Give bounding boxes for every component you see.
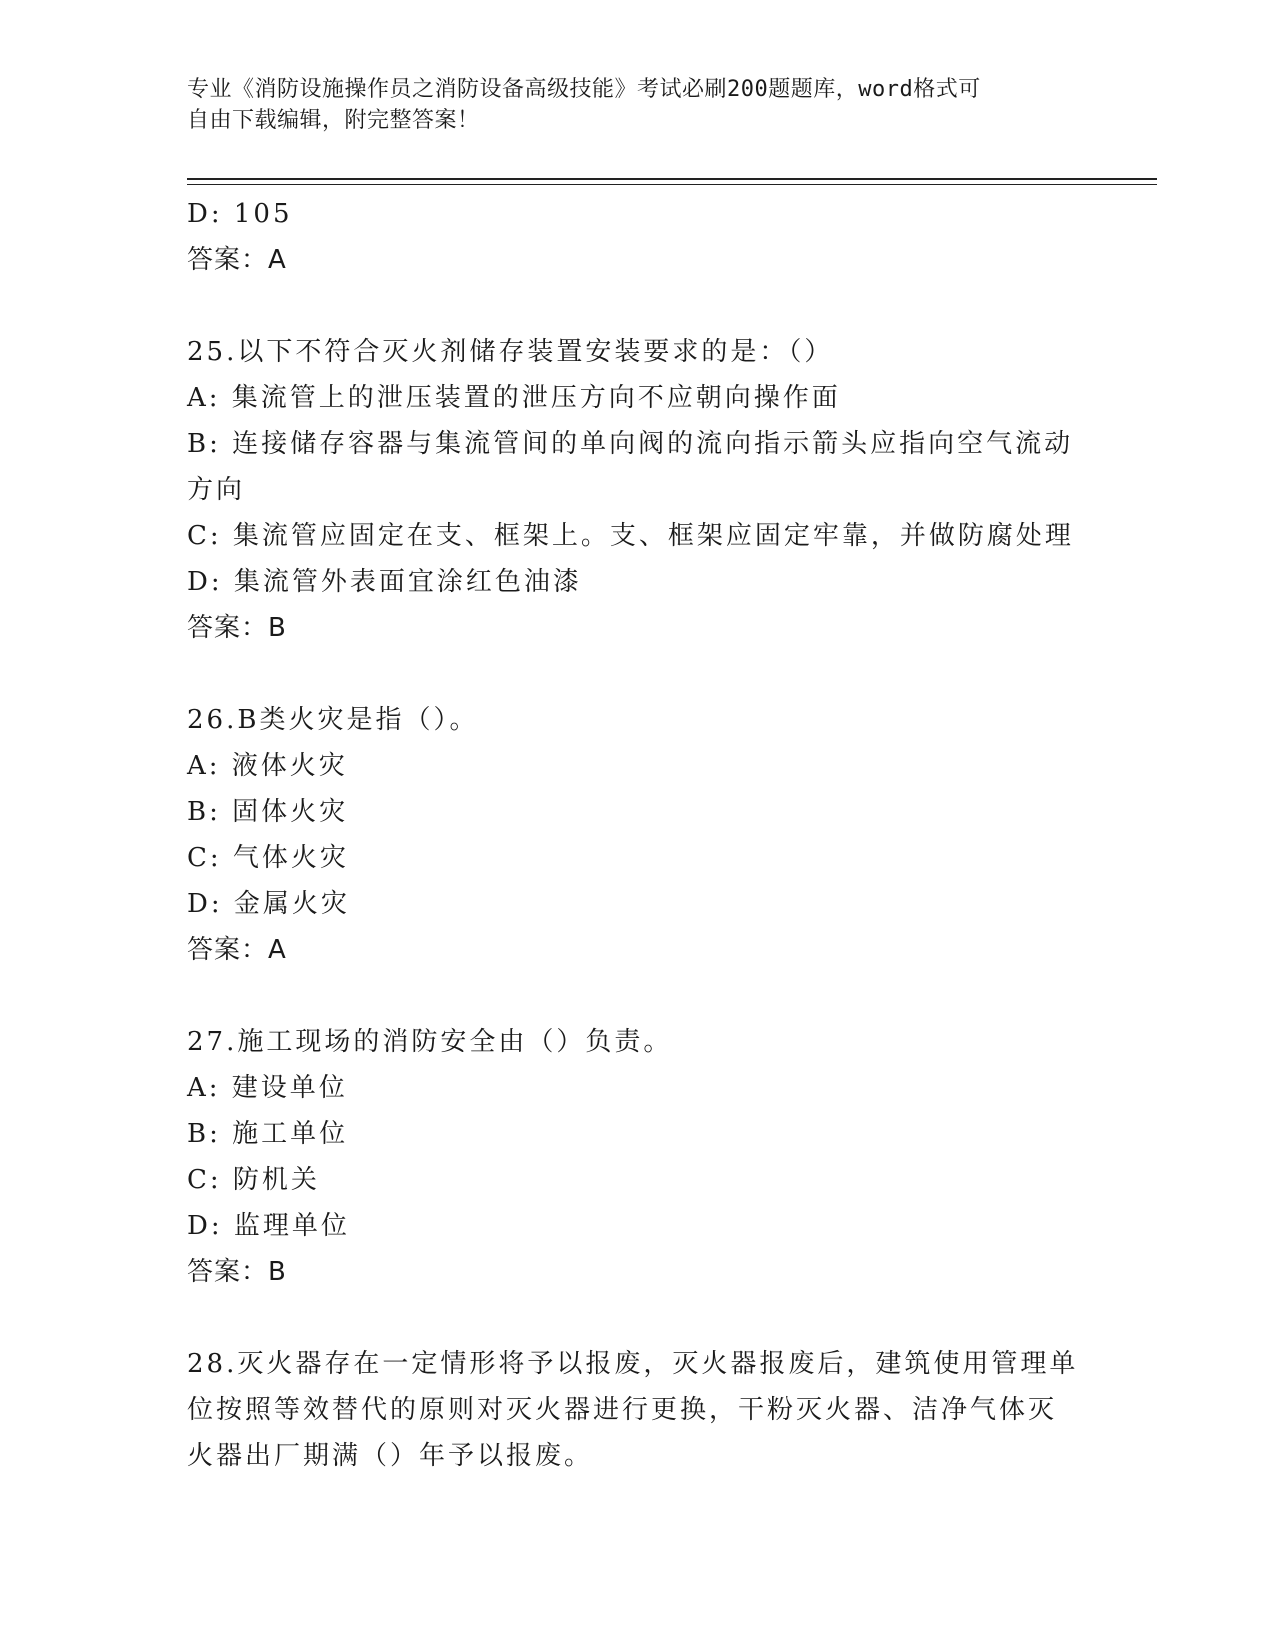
option-b: B: 固体火灾: [187, 797, 349, 827]
question-24-tail: [187, 191, 1087, 283]
question-26: [187, 697, 1087, 973]
question-stem: 25.以下不符合灭火剂储存装置安装要求的是：（）: [187, 337, 834, 367]
option-c: C: 集流管应固定在支、框架上。支、框架应固定牢靠，并做防腐处理: [187, 521, 1074, 551]
option-a: A: 建设单位: [187, 1073, 348, 1103]
header-divider-thick: [187, 178, 1157, 180]
spacer: [187, 973, 1087, 1019]
question-28: [187, 1341, 1087, 1479]
option-a: A: 集流管上的泄压装置的泄压方向不应朝向操作面: [187, 383, 841, 413]
option-d: D: 金属火灾: [187, 889, 350, 919]
question-stem: 27.施工现场的消防安全由（）负责。: [187, 1027, 673, 1057]
option-c: C: 防机关: [187, 1165, 320, 1195]
spacer: [187, 651, 1087, 697]
question-25: [187, 329, 1087, 651]
question-list: [187, 191, 1087, 1479]
question-stem-line-1: 28.灭火器存在一定情形将予以报废，灭火器报废后，建筑使用管理单: [187, 1349, 1079, 1379]
option-b: B: 连接储存容器与集流管间的单向阀的流向指示箭头应指向空气流动: [187, 429, 1074, 459]
answer: 答案：A: [187, 935, 287, 965]
option-d: D: 105: [187, 199, 293, 229]
question-stem-line-2: 位按照等效替代的原则对灭火器进行更换，干粉灭火器、洁净气体灭: [187, 1395, 1058, 1425]
question-stem-line-3: 火器出厂期满（）年予以报废。: [187, 1441, 594, 1471]
answer: 答案：B: [187, 613, 287, 643]
answer: 答案：B: [187, 1257, 287, 1287]
header-line-1: 专业《消防设施操作员之消防设备高级技能》考试必刷200题题库，word格式可: [187, 77, 981, 102]
header-divider-thin: [187, 184, 1157, 185]
question-stem: 26.B类火灾是指（）。: [187, 705, 479, 735]
header-line-2: 自由下载编辑，附完整答案！: [187, 108, 480, 133]
option-d: D: 集流管外表面宜涂红色油漆: [187, 567, 582, 597]
spacer: [187, 283, 1087, 329]
document-header: [187, 74, 1087, 136]
option-c: C: 气体火灾: [187, 843, 349, 873]
spacer: [187, 1295, 1087, 1341]
option-b-continued: 方向: [187, 475, 246, 505]
option-b: B: 施工单位: [187, 1119, 349, 1149]
option-a: A: 液体火灾: [187, 751, 348, 781]
option-d: D: 监理单位: [187, 1211, 350, 1241]
question-27: [187, 1019, 1087, 1295]
answer: 答案：A: [187, 245, 287, 275]
